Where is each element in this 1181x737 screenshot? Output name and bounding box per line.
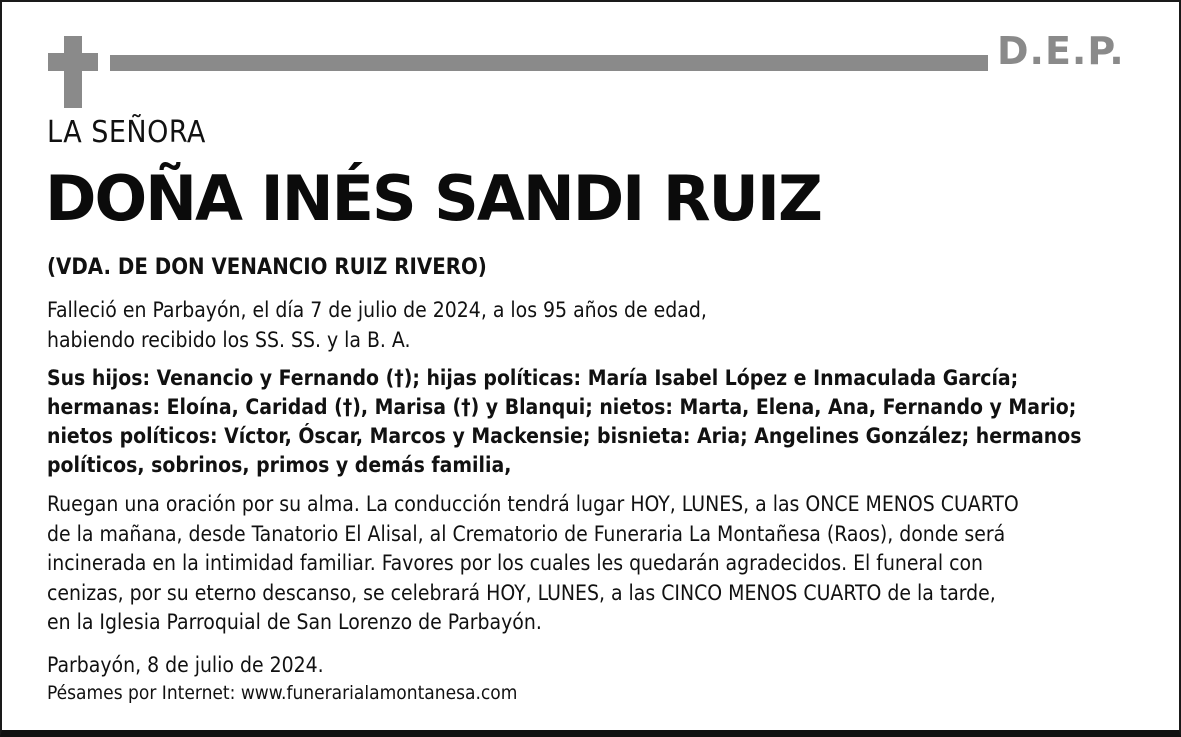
cross-vertical-bar — [64, 36, 82, 108]
service-line: de la mañana, desde Tanatorio El Alisal, al Crematorio de Funeraria La Montañesa (Raos), donde será — [47, 521, 1006, 546]
service-line: incinerada en la intimidad familiar. Favores por los cuales les quedarán agradecidos. El funeral con — [47, 551, 984, 575]
salutation: LA SEÑORA — [47, 115, 206, 150]
family-line: nietos políticos: Víctor, Óscar, Marcos y Mackensie; bisnieta: Aria; Angelines González; hermanos — [47, 424, 1082, 448]
service-line: en la Iglesia Parroquial de San Lorenzo de Parbayón. — [47, 610, 542, 634]
header-rule — [110, 55, 988, 71]
place-date: Parbayón, 8 de julio de 2024. — [47, 653, 324, 677]
service-line: cenizas, por su eterno descanso, se celebrará HOY, LUNES, a las CINCO MENOS CUARTO de la tarde, — [47, 580, 996, 605]
family-line: Sus hijos: Venancio y Fernando (†); hijas políticas: María Isabel López e Inmaculada García; — [47, 366, 1019, 390]
condolences-line: Pésames por Internet: www.funerarialamontanesa.com — [47, 682, 518, 704]
family-line: políticos, sobrinos, primos y demás familia, — [47, 453, 512, 477]
death-line: habiendo recibido los SS. SS. y la B. A. — [47, 328, 411, 352]
widow-of: (VDA. DE DON VENANCIO RUIZ RIVERO) — [47, 255, 487, 280]
deceased-name: DOÑA INÉS SANDI RUIZ — [45, 162, 821, 235]
family-line: hermanas: Eloína, Caridad (†), Marisa (†) y Blanqui; nietos: Marta, Elena, Ana, Fernando y Mario; — [47, 395, 1077, 419]
dep-label: D.E.P. — [997, 29, 1125, 73]
cross-horizontal-bar — [48, 53, 98, 71]
death-paragraph — [47, 295, 1147, 355]
family-paragraph — [47, 364, 1147, 480]
death-line: Falleció en Parbayón, el día 7 de julio de 2024, a los 95 años de edad, — [47, 298, 707, 322]
service-paragraph — [47, 490, 1147, 638]
service-line: Ruegan una oración por su alma. La conducción tendrá lugar HOY, LUNES, a las ONCE MENOS CUARTO — [47, 492, 1019, 516]
